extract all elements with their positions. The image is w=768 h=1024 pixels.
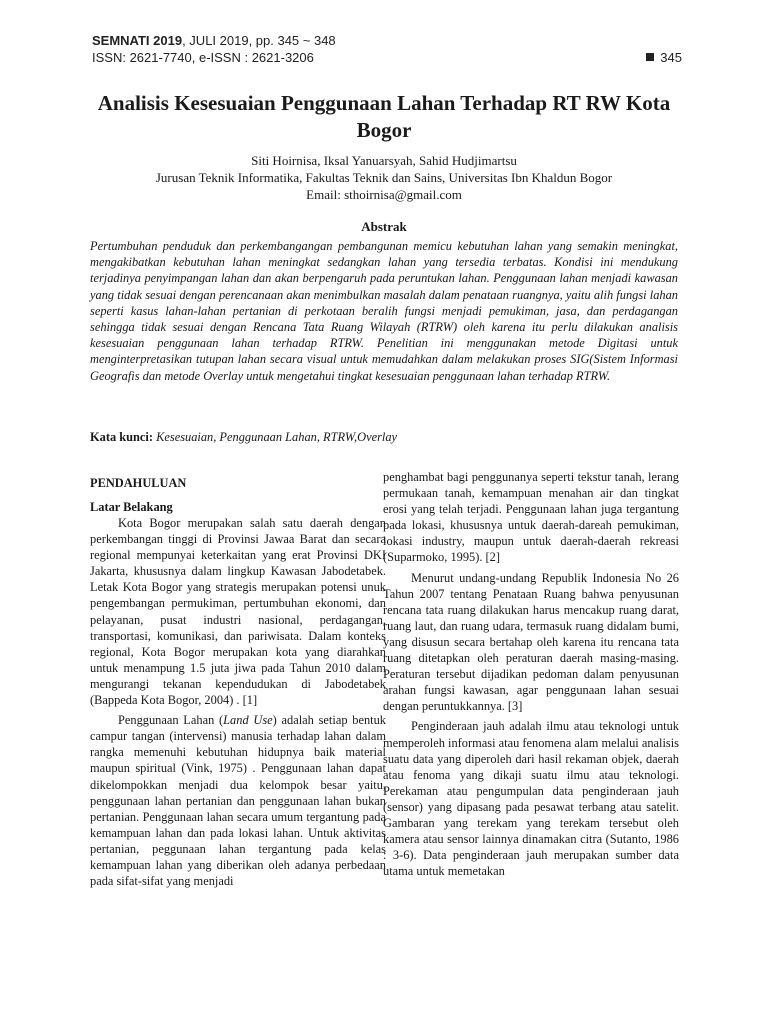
issn-line: [92, 49, 682, 66]
abstract-text: Pertumbuhan penduduk dan perkembangangan pembangunan memicu kebutuhan lahan yang semakin meningkat, mengakibatkan kebutuhan lahan meningkat sedangkan lahan yang tersedia terbatas. Kondisi ini mendukung terjadinya penyimpangan lahan dan akan berpengaruh pada peruntukan lahan. Penggunaan lahan menjadi kawasan yang tidak sesuai dengan perencanaan akan menimbulkan masalah dalam penataan ruangnya, yaitu alih fungsi lahan seperti kasus lahan-lahan pertanian di perkotaan beralih fungsi menjadi pemukiman, jasa, dan perdagangan sehingga tidak sesuai dengan Rencana Tata Ruang Wilayah (RTRW) oleh karena itu perlu dilakukan analisis kesesuaian penggunaan lahan terhadap RTRW. Penelitian ini menggunakan metode Digitasi untuk menginterpretasikan tutupan lahan secara visual untuk memudahkan dalam melakukan proses SIG(Sistem Informasi Geografis dan metode Overlay untuk mengetahui tingkat kesesuaian penggunaan lahan terhadap RTRW.: [90, 239, 678, 383]
paragraph-text: Penggunaan Lahan (: [118, 713, 224, 728]
paragraph: Penginderaan jauh adalah ilmu atau teknologi untuk memperoleh informasi atau fenomena alam melalui analisis suatu data yang diperoleh dari hasil rekaman objek, daerah atau fenoma yang dikaji suatu ilmu atau teknologi. Perekaman atau pengumpulan data penginderaan jauh (sensor) yang dipasang pada pesawat terbang atau satelit. Gambaran yang terekam yang terekam tersebut oleh kamera atau sensor lainnya dinamakan citra (Sutanto, 1986 : 3-6). Data penginderaan jauh merupakan sumber data utama untuk memetakan: [383, 719, 679, 879]
journal-line: [92, 32, 682, 49]
paragraph: penghambat bagi penggunanya seperti tekstur tanah, lerang permukaan tanah, kemampuan menahan air dan tingkat erosi yang telah terjadi. Penggunaan lahan juga tergantung pada lokasi, khususnya untuk daerah-dareah pemukiman, lokasi industry, maupun untuk daerah-daerah rekreasi (Suparmoko, 1995). [2]: [383, 470, 679, 565]
subsection-heading: Latar Belakang: [90, 500, 173, 514]
square-bullet-icon: [646, 53, 654, 61]
paper-title: Analisis Kesesuaian Penggunaan Lahan Terhadap RT RW Kota Bogor: [97, 91, 671, 142]
paragraph: Menurut undang-undang Republik Indonesia No 26 Tahun 2007 tentang Penataan Ruang bahwa penyusunan rencana tata ruang dilakukan harus mencakup ruang darat, ruang laut, dan ruang udara, termasuk ruang didalam bumi, yang disusun secara bertahap oleh karena itu rencana tata ruang ditetapkan oleh peraturan daerah masing-masing. Peraturan tersebut dijadikan pedoman dalam penyusunan arahan fungsi kawasan, agar penggunaan lahan sesuai dengan peruntukkannya. [3]: [383, 570, 679, 714]
paragraph: [90, 712, 386, 889]
issn: ISSN: 2621-7740, e-ISSN : 2621-3206: [92, 50, 314, 65]
author-email: Email: sthoirnisa@gmail.com: [306, 187, 462, 202]
section-heading: PENDAHULUAN: [90, 476, 187, 490]
paragraph: Kota Bogor merupakan salah satu daerah dengan perkembangan tinggi di Provinsi Jawaa Barat dan secara regional mempunyai keterkaitan yang erat Provinsi DKI Jakarta, khususnya dalam lingkup Kawasan Jabodetabek. Letak Kota Bogor yang strategis merupakan potensi unuk pengembangan permukiman, pertumbuhan ekonomi, dan pelayanan, pusat industri nasional, perdagangan, transportasi, komunikasi, dan pariwisata. Dalam konteks regional, Kota Bogor merupakan kota yang diarahkan untuk menampung 1.5 juta jiwa pada Tahun 2010 dalam mengurangi tekanan kependudukan di Jabodetabek (Bappeda Kota Bogor, 2004) . [1]: [90, 516, 386, 708]
journal-issue: , JULI 2019, pp. 345 ~ 348: [182, 33, 336, 48]
keywords-label: Kata kunci:: [90, 430, 153, 444]
page-number-text: 345: [660, 50, 682, 65]
paragraph-italic: Land Use: [223, 713, 273, 728]
author-affiliation: Jurusan Teknik Informatika, Fakultas Teknik dan Sains, Universitas Ibn Khaldun Bogor: [155, 170, 613, 185]
author-names: Siti Hoirnisa, Iksal Yanuarsyah, Sahid Hudjimartsu: [251, 153, 517, 168]
author-block: [80, 152, 688, 203]
keywords: [90, 429, 678, 445]
keywords-value: Kesesuaian, Penggunaan Lahan, RTRW,Overlay: [156, 430, 398, 444]
paragraph-text: ) adalah setiap bentuk campur tangan (intervensi) manusia terhadap lahan dalam rangka memenuhi kebutuhan hidupnya baik material maupun spiritual (Vink, 1975) . Penggunaan lahan dapat dikelompokkan menjadi dua kelompok besar yaitu, penggunaan lahan pertanian dan penggunaan lahan bukan pertanian. Penggunaan lahan secara umum tergantung pada kemampuan lahan dan pada lokasi lahan. Untuk aktivitas pertanian, peggunaan lahan tergantung pada kelas kemampuan lahan yang diberikan oleh adanya perbedaan pada sifat-sifat yang menjadi: [90, 713, 386, 889]
left-column: [90, 475, 386, 889]
abstract-heading: Abstrak: [361, 219, 407, 234]
journal-name: SEMNATI 2019: [92, 33, 183, 48]
page-number: [646, 49, 682, 66]
right-column: [383, 469, 679, 879]
running-header: [92, 32, 682, 66]
